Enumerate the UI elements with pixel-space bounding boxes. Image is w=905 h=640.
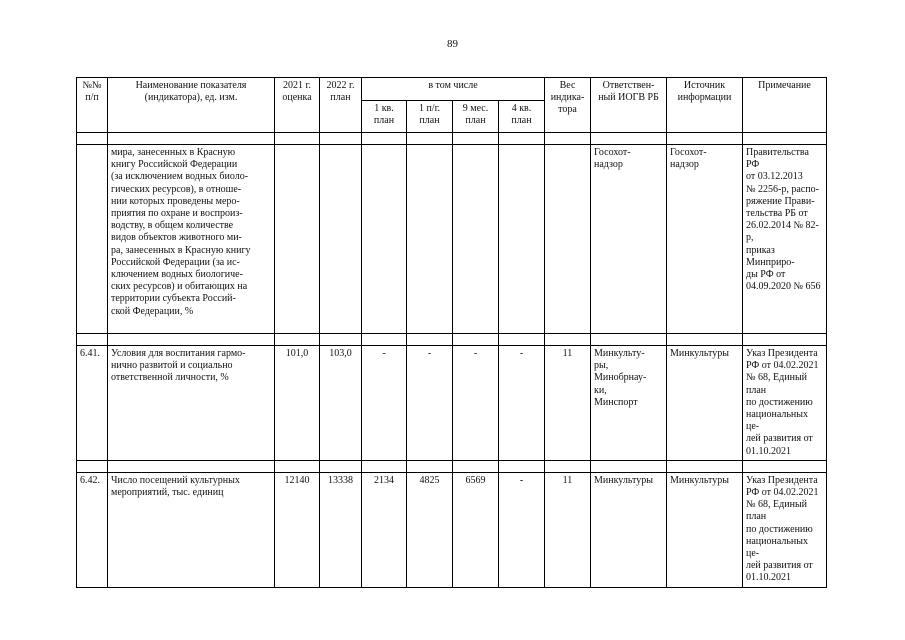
row-2022: 103,0 <box>320 346 362 461</box>
header-q1: 1 кв. план <box>362 101 407 133</box>
row-q1 <box>362 145 407 334</box>
table-row <box>77 346 827 461</box>
row-num: 6.42. <box>77 472 108 587</box>
row-name: мира, занесенных в Красную книгу Российской Федерации (за исключением водных биоло- гических ресурсов), в отноше- нии которых проведены меро- приятия по охране и воспроиз- водству, в общем количестве видов объектов животного ми- ра, занесенных в Красную книгу Российской Федерации (за ис- ключением водных биологиче- ских ресурсов) и обитающих на территории субъекта Россий- ской Федерации, % <box>108 145 275 334</box>
row-weight: 11 <box>545 346 591 461</box>
header-responsible: Ответствен-ный ИОГВ РБ <box>591 78 667 133</box>
row-q4: - <box>499 346 545 461</box>
row-num: 6.41. <box>77 346 108 461</box>
row-2021: 12140 <box>275 472 320 587</box>
header-weight: Вес индика-тора <box>545 78 591 133</box>
header-including: в том числе <box>362 78 545 101</box>
row-2021: 101,0 <box>275 346 320 461</box>
row-h1: - <box>407 346 453 461</box>
header-h1: 1 п/г. план <box>407 101 453 133</box>
row-q4: - <box>499 472 545 587</box>
table-row <box>77 145 827 334</box>
spacer-row <box>77 133 827 145</box>
row-h1: 4825 <box>407 472 453 587</box>
row-source: Минкультуры <box>667 346 743 461</box>
row-responsible: Госохот- надзор <box>591 145 667 334</box>
row-2021 <box>275 145 320 334</box>
header-q4: 4 кв. план <box>499 101 545 133</box>
row-2022 <box>320 145 362 334</box>
row-note: Указ Президента РФ от 04.02.2021 № 68, Единый план по достижению национальных це- лей развития от 01.10.2021 <box>743 472 827 587</box>
row-q4 <box>499 145 545 334</box>
row-2022: 13338 <box>320 472 362 587</box>
header-2022: 2022 г. план <box>320 78 362 133</box>
header-9m: 9 мес. план <box>453 101 499 133</box>
row-responsible: Минкульту- ры, Минобрнау- ки, Минспорт <box>591 346 667 461</box>
row-note: Указ Президента РФ от 04.02.2021 № 68, Единый план по достижению национальных це- лей развития от 01.10.2021 <box>743 346 827 461</box>
header-row <box>77 78 827 101</box>
row-h1 <box>407 145 453 334</box>
row-q1: 2134 <box>362 472 407 587</box>
row-9m <box>453 145 499 334</box>
header-num: №№ п/п <box>77 78 108 133</box>
header-name: Наименование показателя (индикатора), ед. изм. <box>108 78 275 133</box>
page-number: 89 <box>447 38 458 50</box>
row-q1: - <box>362 346 407 461</box>
row-source: Минкультуры <box>667 472 743 587</box>
row-name: Число посещений культурных мероприятий, тыс. единиц <box>108 472 275 587</box>
row-num <box>77 145 108 334</box>
table-row <box>77 472 827 587</box>
indicators-table <box>76 77 827 588</box>
spacer-row <box>77 334 827 346</box>
row-9m: - <box>453 346 499 461</box>
row-weight: 11 <box>545 472 591 587</box>
row-responsible: Минкультуры <box>591 472 667 587</box>
row-weight <box>545 145 591 334</box>
row-note: Правительства РФ от 03.12.2013 № 2256-р, распо- ряжение Прави- тельства РБ от 26.02.2014 № 82-р, приказ Минприро- ды РФ от 04.09.2020 № 656 <box>743 145 827 334</box>
header-note: Примечание <box>743 78 827 133</box>
header-source: Источник информации <box>667 78 743 133</box>
spacer-row <box>77 460 827 472</box>
row-source: Госохот- надзор <box>667 145 743 334</box>
row-9m: 6569 <box>453 472 499 587</box>
header-2021: 2021 г. оценка <box>275 78 320 133</box>
row-name: Условия для воспитания гармо- нично развитой и социально ответственной личности, % <box>108 346 275 461</box>
